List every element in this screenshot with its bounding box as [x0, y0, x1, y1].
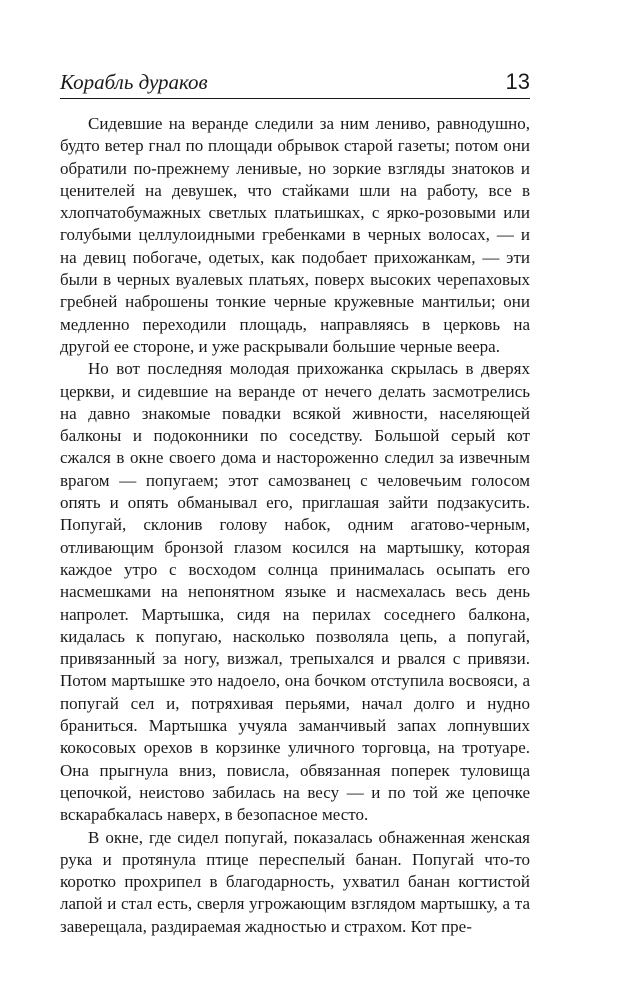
- book-page: [60, 70, 530, 938]
- running-header: [60, 70, 530, 99]
- book-title: Корабль дураков: [60, 70, 208, 94]
- paragraph: В окне, где сидел попугай, показалась обнаженная женская рука и протянула птице переспелый банан. Попугай что-то коротко прохрипел в благодарность, ухватил банан когтистой лапой и стал есть, сверля угрожающим взглядом мартышку, а та заверещала, раздираемая жадностью и страхом. Кот пре-: [60, 827, 530, 936]
- body-text: [60, 113, 530, 938]
- paragraph: Сидевшие на веранде следили за ним лениво, равнодушно, будто ветер гнал по площади обрывок старой газеты; потом они обратили по-прежнему ленивые, но зоркие взгляды знатоков и ценителей на девушек, что стайками шли на работу, все в хлопчатобумажных светлых платьишках, с ярко-розовыми или голубыми целлулоидными гребенками в черных волосах, — и на девиц побогаче, одетых, как подобает прихожанкам, — эти были в черных вуалевых платьях, поверх высоких черепаховых гребней наброшены тонкие черные кружевные мантильи; они медленно переходили площадь, направляясь в церковь на другой ее стороне, и уже раскрывали большие черные веера.: [60, 114, 530, 356]
- page-number: 13: [505, 69, 530, 94]
- paragraph: Но вот последняя молодая прихожанка скрылась в дверях церкви, и сидевшие на веранде от нечего делать засмотрелись на давно знакомые повадки всякой живности, населяющей балконы и подоконники по соседству. Большой серый кот сжался в окне своего дома и настороженно следил за извечным врагом — попугаем; этот самозванец с человечьим голосом опять и опять обманывал его, приглашая зайти подзакусить. Попугай, склонив голову набок, одним агатово-черным, отливающим бронзой глазом косился на мартышку, которая каждое утро с восходом солнца принималась осыпать его насмешками на непонятном языке и насмехалась весь день напролет. Мартышка, сидя на перилах соседнего балкона, кидалась к попугаю, насколько позволяла цепь, а попугай, привязанный за ногу, визжал, трепыхался и рвался с привязи. Потом мартышке это надоело, она бочком отступила восвояси, а попугай сел и, потряхивая перьями, начал долго и нудно браниться. Мартышка учуяла заманчивый запах лопнувших кокосовых орехов в корзинке уличного торговца, на тротуаре. Она прыгнула вниз, повисла, обвязанная поперек туловища цепочкой, неистово забилась на весу — и по той же цепочке вскарабкалась наверх, в безопасное место.: [60, 359, 530, 825]
